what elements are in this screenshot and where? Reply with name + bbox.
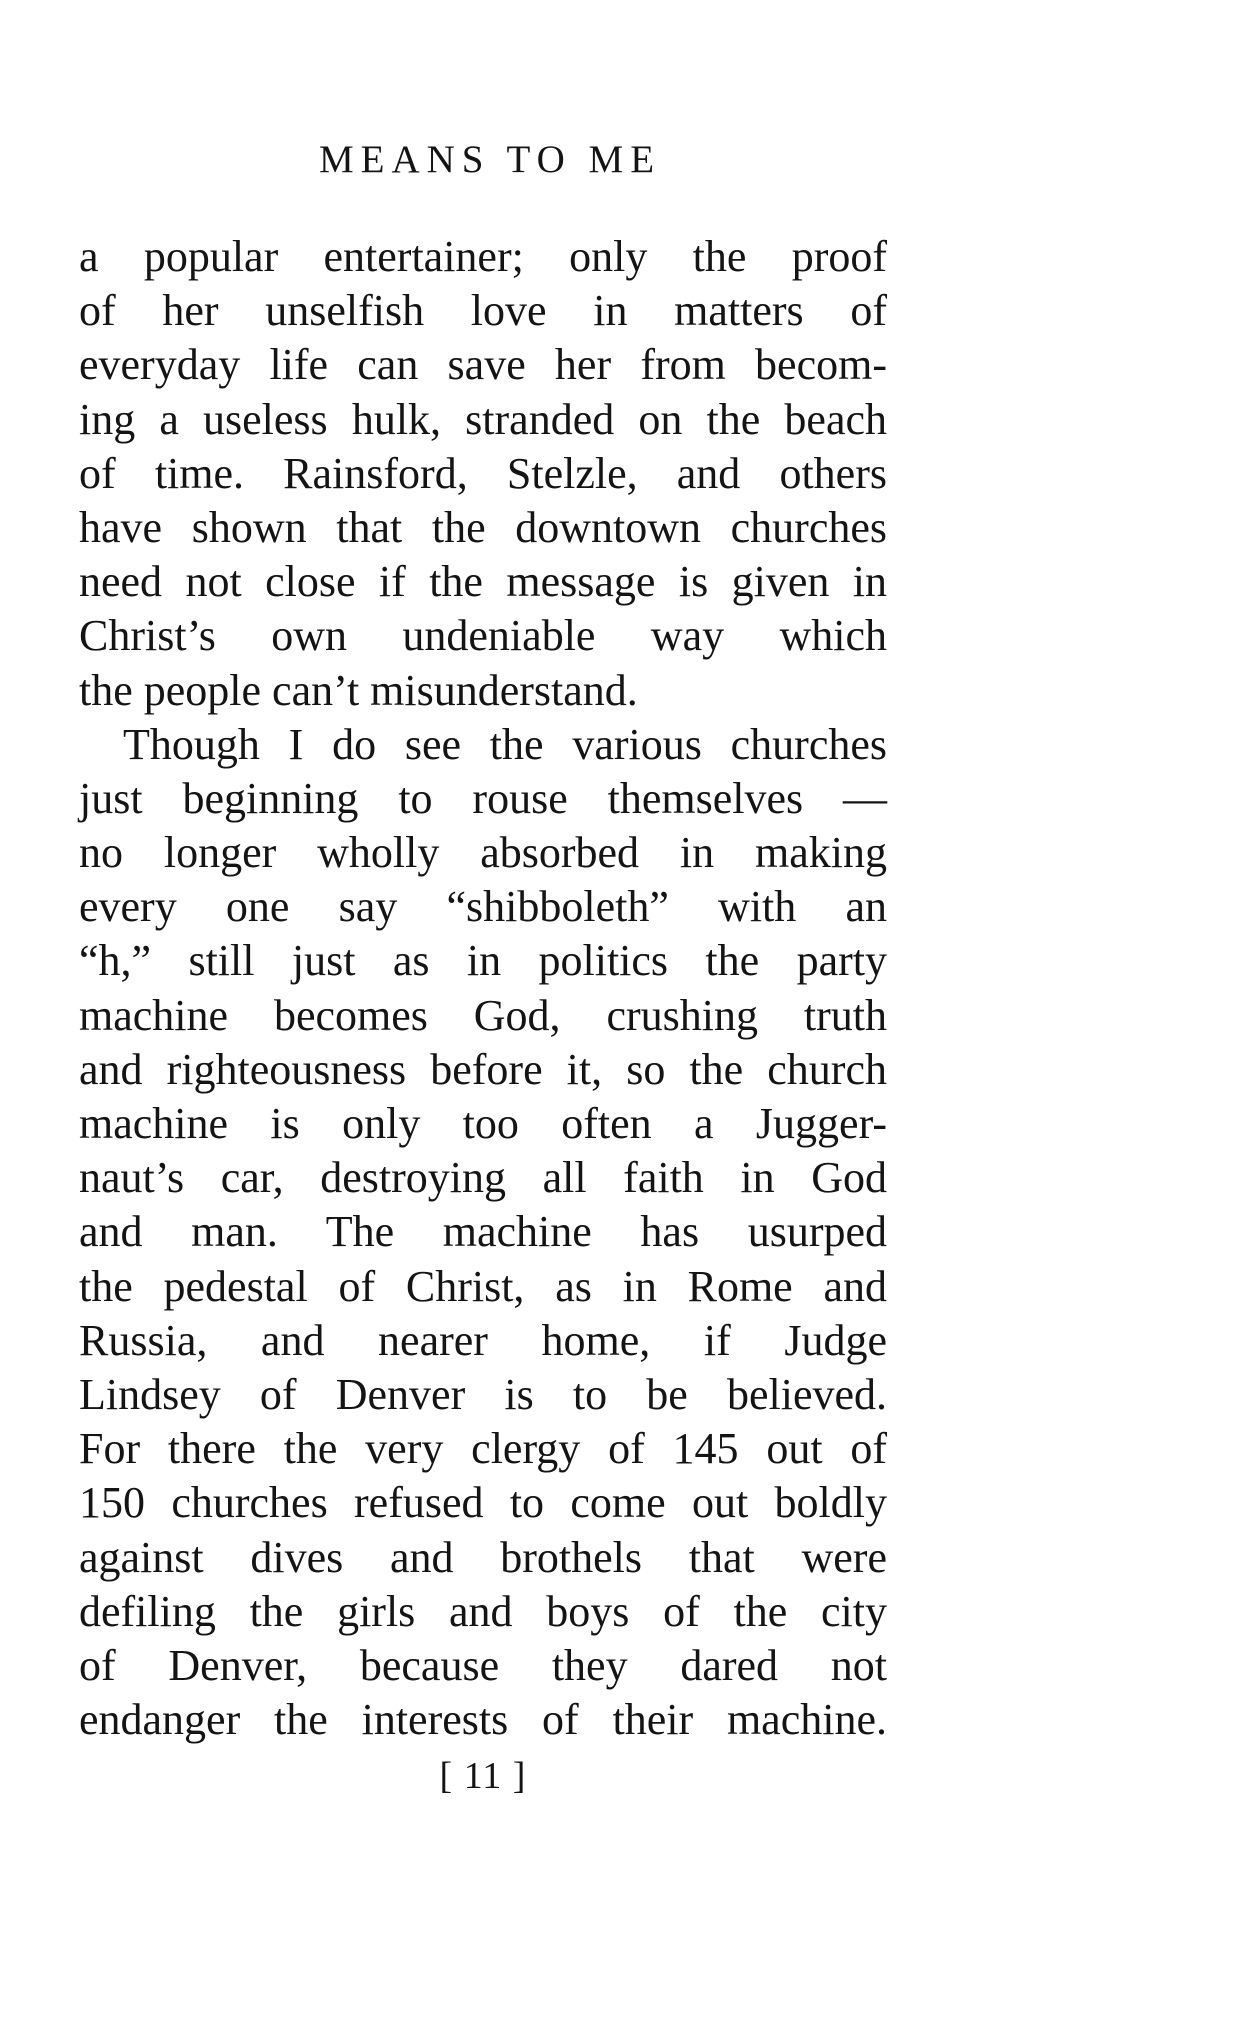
text-line: and righteousness before it, so the church xyxy=(79,1044,887,1094)
text-line: “h,” still just as in politics the party xyxy=(79,936,887,986)
text-line: against dives and brothels that were xyxy=(79,1532,887,1582)
text-line: a popular entertainer; only the proof xyxy=(79,232,887,281)
text-line: machine becomes God, crushing truth xyxy=(79,990,887,1040)
text-line: Christ’s own undeniable way which xyxy=(79,611,887,661)
text-line: defiling the girls and boys of the city xyxy=(79,1586,887,1636)
text-line: just beginning to rouse themselves — xyxy=(79,773,887,823)
paragraph-end-line: the people can’t misunderstand. xyxy=(79,665,638,715)
text-line: For there the very clergy of 145 out of xyxy=(79,1424,887,1474)
running-head: MEANS TO ME xyxy=(318,138,662,181)
text-line: of time. Rainsford, Stelzle, and others xyxy=(79,448,887,498)
text-line: ing a useless hulk, stranded on the beach xyxy=(79,394,887,444)
text-line: of Denver, because they dared not xyxy=(79,1640,887,1690)
text-line: Russia, and nearer home, if Judge xyxy=(79,1315,887,1365)
text-line: machine is only too often a Jugger- xyxy=(79,1099,887,1148)
text-line: and man. The machine has usurped xyxy=(79,1207,887,1257)
text-line: every one say “shibboleth” with an xyxy=(79,882,887,932)
text-line: everyday life can save her from becom- xyxy=(79,340,887,390)
text-line: naut’s car, destroying all faith in God xyxy=(79,1153,887,1203)
text-line: 150 churches refused to come out boldly xyxy=(79,1478,887,1528)
paragraph-start-line: Though I do see the various churches xyxy=(123,719,887,769)
text-line: no longer wholly absorbed in making xyxy=(79,828,887,878)
text-line: Lindsey of Denver is to be believed. xyxy=(79,1369,887,1419)
text-line: the pedestal of Christ, as in Rome and xyxy=(79,1261,887,1311)
page-number: [ 11 ] xyxy=(439,1755,527,1797)
text-line: of her unselfish love in matters of xyxy=(79,286,887,336)
text-line: have shown that the downtown churches xyxy=(79,502,887,552)
text-line: need not close if the message is given in xyxy=(79,557,887,607)
body-text xyxy=(79,230,887,1747)
text-line: endanger the interests of their machine. xyxy=(79,1695,887,1745)
